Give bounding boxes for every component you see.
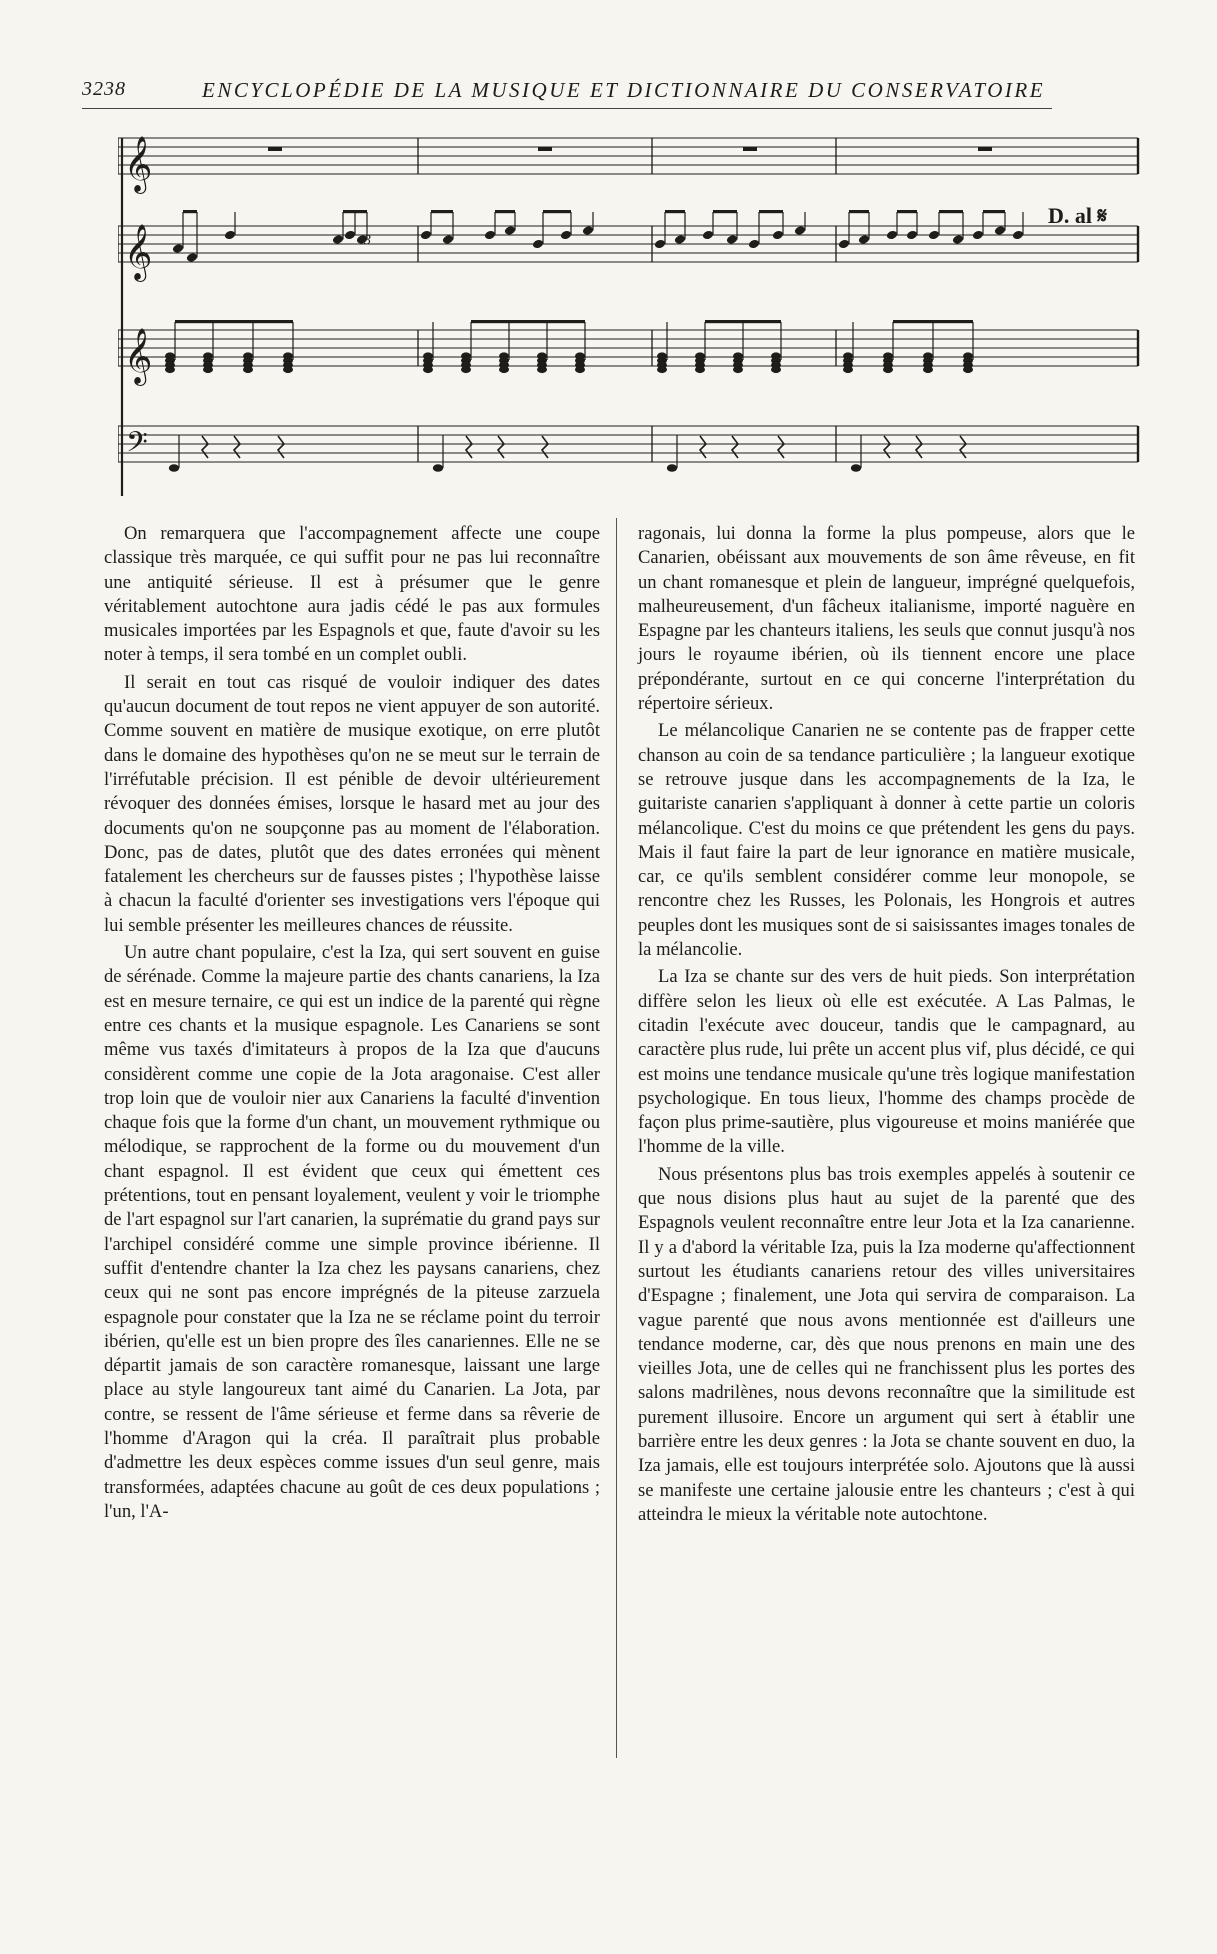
note-head xyxy=(794,225,806,236)
chord-beam xyxy=(893,320,973,323)
paragraph-exemples: Nous présentons plus bas trois exemples appelés à soutenir ce que nous disions plus haut au sujet de la parenté que des Espagnols veulent reconnaître entre leur Jota et la Iza canarienne. Il y a d'abord la véritable Iza, puis la Iza moderne qu'affectionnent surtout les étudiants canariens retour des villes universitaires d'Espagne ; finalement, une Jota qui servira de comparaison. La vague parenté que nous avons mentionnée est d'ailleurs une tendance moderne, car, dès que nous prenons en main une des vieilles Jota, une de celles qui ne franchissent plus les portes des salons madrilènes, nous devons reconnaître que la similitude est purement illusoire. Encore un argument qui sert à établir une barrière entre les deux genres : la Jota se chante souvent en duo, la Iza jamais, elle est toujours interprétée solo. Ajoutons que là aussi se manifeste une certaine jalousie entre les chanteurs ; c'est à qui atteindra le mieux la véritable note autochtone. xyxy=(638,1163,1135,1525)
whole-rest xyxy=(743,147,757,151)
chord-note xyxy=(883,366,893,373)
note-head xyxy=(654,239,666,250)
paragraph-huit-pieds: La Iza se chante sur des vers de huit pieds. Son interprétation diffère selon les lieux où elle est exécutée. A Las Palmas, le citadin l'exécute avec douceur, tandis que le campagnard, au caractère plus rude, lui prête un accent plus vif, plus décidé, ce qui est moins une tendance musicale qu'une très logique manifestation psychologique. En tous lieux, l'homme des champs procède de façon plus prime-sautière, plus vigoureuse et moins maniérée que l'homme de la ville. xyxy=(638,966,1135,1158)
treble-clef-icon: 𝄞 xyxy=(124,224,153,280)
chord-note xyxy=(657,366,667,373)
chord-note xyxy=(165,366,175,373)
chord-note xyxy=(771,366,781,373)
note-head xyxy=(772,230,784,241)
treble-clef-icon: 𝄞 xyxy=(124,136,153,192)
whole-rest xyxy=(268,147,282,151)
quarter-rest xyxy=(884,436,890,458)
whole-rest xyxy=(538,147,552,151)
beam xyxy=(939,210,963,213)
column-divider xyxy=(616,518,617,1758)
note-head xyxy=(702,230,714,241)
chord-note xyxy=(695,366,705,373)
staves-group xyxy=(118,136,1138,466)
treble-accompaniment-staff xyxy=(118,328,1138,386)
chord-note xyxy=(499,366,509,373)
note-head xyxy=(420,230,432,241)
chord-note xyxy=(733,366,743,373)
beam xyxy=(897,210,917,213)
beam xyxy=(665,210,685,213)
page-header xyxy=(82,78,1052,106)
note-head xyxy=(560,230,572,241)
note-head xyxy=(858,234,870,245)
quarter-rest xyxy=(778,436,784,458)
music-score xyxy=(118,128,1142,506)
beam xyxy=(713,210,737,213)
beam xyxy=(983,210,1005,213)
chord-note xyxy=(963,366,973,373)
bass-note xyxy=(667,464,677,472)
beam xyxy=(343,210,367,213)
quarter-rest xyxy=(498,436,504,458)
note-head xyxy=(172,243,184,254)
dal-segno-instruction: D. al 𝄋 xyxy=(1048,203,1107,228)
bass-clef-icon: 𝄢 xyxy=(126,426,148,466)
note-head xyxy=(442,234,454,245)
header-rule xyxy=(82,108,1052,109)
left-column xyxy=(104,522,600,1524)
treble-melody-staff xyxy=(118,224,1138,282)
beam xyxy=(543,210,571,213)
note-head xyxy=(994,225,1006,236)
triplet-mark: 3 xyxy=(364,233,371,248)
quarter-rest xyxy=(916,436,922,458)
quarter-rest xyxy=(732,436,738,458)
notes-group xyxy=(165,147,1024,472)
treble-clef-icon: 𝄞 xyxy=(124,328,153,384)
note-head xyxy=(886,230,898,241)
beam xyxy=(183,210,197,213)
beam xyxy=(849,210,869,213)
note-head xyxy=(1012,230,1024,241)
quarter-rest xyxy=(466,436,472,458)
beam xyxy=(495,210,515,213)
note-head xyxy=(952,234,964,245)
beam xyxy=(759,210,783,213)
chord-beam xyxy=(175,320,293,323)
bass-staff xyxy=(118,426,1138,466)
whole-rest xyxy=(978,147,992,151)
quarter-rest xyxy=(278,436,284,458)
note-head xyxy=(504,225,516,236)
quarter-rest xyxy=(700,436,706,458)
note-head xyxy=(748,239,760,250)
paragraph-dates: Il serait en tout cas risqué de vouloir indiquer des dates qu'aucun document de tout repos ne vient appuyer de son autorité. Comme souvent en matière de musique exotique, on erre plutôt dans le domaine des hypothèses qu'on ne se meut sur le terrain de l'irréfutable précision. Il est pénible de devoir ultérieurement révoquer des données émises, lorsque le hasard met au jour des documents qu'on ne soupçonne pas au moment de l'élaboration. Donc, pas de dates, plutôt que des dates erronées qui mènent fatalement les chercheurs sur de fausses pistes ; l'hypothèse laisse à chacun la faculté d'orienter ses investigations vers l'époque qui lui semble présenter les meilleures chances de réussite. xyxy=(104,671,600,936)
note-head xyxy=(186,252,198,263)
beam xyxy=(431,210,453,213)
chord-note xyxy=(461,366,471,373)
quarter-rest xyxy=(960,436,966,458)
chord-note xyxy=(203,366,213,373)
paragraph-iza: Un autre chant populaire, c'est la Iza, qui sert souvent en guise de sérénade. Comme la majeure partie des chants canariens, la Iza est en mesure ternaire, ce qui est un indice de la parenté qui règne entre ces chants et la musique espagnole. Les Canariens se sont même vus taxés d'imitateurs à propos de la Iza que d'aucuns considèrent comme une copie de la Jota aragonaise. C'est aller trop loin que de vouloir nier aux Canariens la faculté d'invention chaque fois que la forme d'un chant, un mouvement rythmique ou mélodique, se rapprochent de la forme ou du mouvement d'un chant espagnol. Il est évident que ceux qui émettent ces prétentions, tout en pensant loyalement, veulent y voir le triomphe de l'art espagnol sur l'art canarien, la suprématie du grand pays sur l'archipel considéré comme une simple province ibérienne. Il suffit d'entendre chanter la Iza chez les paysans canariens, chez ceux qui ne sont pas encore imprégnés de la piteuse zarzuela espagnole pour constater que la Iza ne se réclame point du terroir ibérien, qu'elle est un bien propre des îles canariennes. Elle ne se départit jamais de son caractère romanesque, laissant une large place au style langoureux tant aimé du Canarien. La Jota, par contre, se ressent de l'âme sérieuse et ferme dans sa rêverie de l'homme d'Aragon qui la créa. Il paraîtrait plus probable d'admettre les deux espèces comme issues d'un seul genre, mais transformées, adaptées chacune au goût de ces deux populations ; l'un, l'A- xyxy=(104,942,600,1522)
chord-note xyxy=(923,366,933,373)
note-head xyxy=(674,234,686,245)
paragraph-accompaniment: On remarquera que l'accompagnement affecte une coupe classique très marquée, ce qui suffit pour ne pas lui reconnaître une antiquité sérieuse. Il est à présumer que le genre véritablement autochtone aura jadis cédé le pas aux formules musicales importées par les Espagnols et que, faute d'avoir su les noter à temps, il sera tombé en un complet oubli. xyxy=(104,523,600,666)
chord-beam xyxy=(705,320,781,323)
paragraph-melancolique: Le mélancolique Canarien ne se contente pas de frapper cette chanson au coin de sa tendance particulière ; la langueur exotique se retrouve jusque dans les accompagnements de la Iza, le guitariste canarien s'appliquant à donner à cette partie un coloris mélancolique. C'est du moins ce que prétendent les gens du pays. Mais il faut faire la part de leur ignorance en matière musicale, car, ce qu'ils semblent considérer comme leur monopole, se rencontre chez les Russes, les Polonais, les Hongrois et autres peuples dont les musiques sont de si saisissantes images tonales de la mélancolie. xyxy=(638,720,1135,961)
note-head xyxy=(344,230,356,241)
chord-note xyxy=(283,366,293,373)
treble-rest-staff xyxy=(118,136,1138,194)
note-head xyxy=(838,239,850,250)
score-svg xyxy=(118,128,1142,506)
running-title: ENCYCLOPÉDIE DE LA MUSIQUE ET DICTIONNAIRE DU CONSERVATOIRE xyxy=(202,78,1046,102)
note-head xyxy=(332,234,344,245)
chord-note xyxy=(575,366,585,373)
note-head xyxy=(906,230,918,241)
right-column xyxy=(638,522,1135,1527)
page-number: 3238 xyxy=(82,78,126,100)
bass-note xyxy=(433,464,443,472)
chord-note xyxy=(537,366,547,373)
note-head xyxy=(532,239,544,250)
chord-beam xyxy=(471,320,585,323)
note-head xyxy=(726,234,738,245)
chord-note xyxy=(423,366,433,373)
quarter-rest xyxy=(202,436,208,458)
note-head xyxy=(928,230,940,241)
chord-note xyxy=(243,366,253,373)
note-head xyxy=(224,230,236,241)
note-head xyxy=(972,230,984,241)
note-head xyxy=(484,230,496,241)
chord-note xyxy=(843,366,853,373)
note-head xyxy=(582,225,594,236)
bass-note xyxy=(851,464,861,472)
quarter-rest xyxy=(542,436,548,458)
bass-note xyxy=(169,464,179,472)
quarter-rest xyxy=(234,436,240,458)
paragraph-aragonais: ragonais, lui donna la forme la plus pompeuse, alors que le Canarien, obéissant aux mouvements de son âme rêveuse, en fit un chant romanesque et plein de langueur, imprégné quelquefois, malheureusement, d'un fâcheux italianisme, importé naguère en Espagne par les chanteurs italiens, les seuls que connut jusqu'à nos jours le royaume ibérien, où ils tiennent encore une place prépondérante, surtout en ce qui concerne l'interprétation du répertoire sérieux. xyxy=(638,523,1135,715)
